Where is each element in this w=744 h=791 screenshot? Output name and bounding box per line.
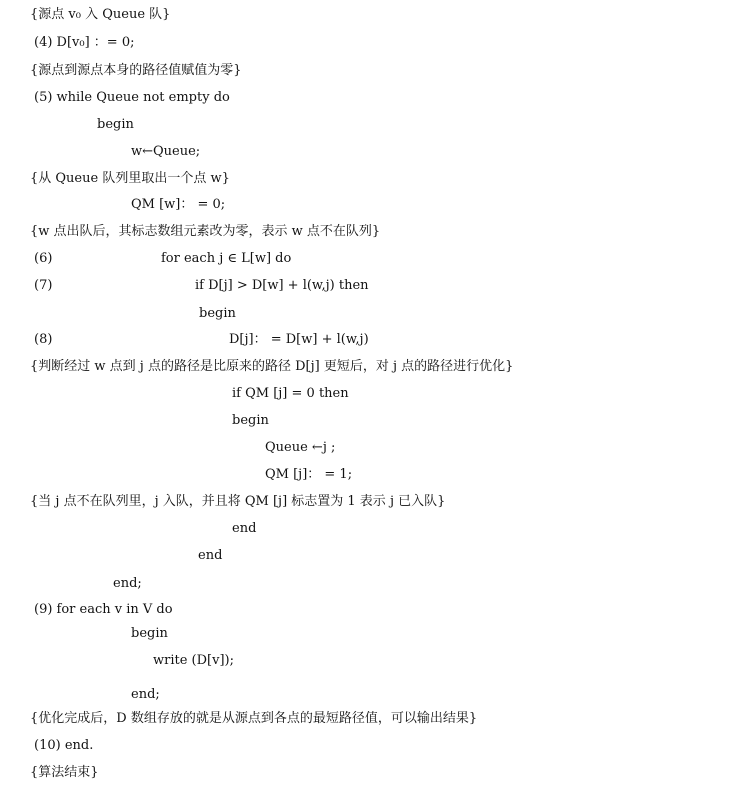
begin-inner: begin (232, 413, 269, 428)
for-each-neighbor: for each j ∈ L[w] do (161, 251, 292, 266)
comment-zero-self-path: {源点到源点本身的路径值赋值为零} (30, 63, 242, 78)
end-output: end; (131, 687, 160, 702)
comment-relax: {判断经过 w 点到 j 点的路径是比原来的路径 D[j] 更短后，对 j 点的路径进行优化} (30, 359, 514, 374)
begin-if: begin (199, 306, 236, 321)
comment-enqueue-source: {源点 v₀ 入 Queue 队} (30, 7, 171, 22)
step-7-label: (7) (34, 278, 53, 293)
comment-dequeue: {从 Queue 队列里取出一个点 w} (30, 171, 230, 186)
step-5-while: (5) while Queue not empty do (34, 90, 230, 105)
step-4-init: (4) D[v₀] ：= 0; (34, 35, 135, 50)
step-8-label: (8) (34, 332, 53, 347)
end-while: end; (113, 576, 142, 591)
dequeue-line: w←Queue; (131, 144, 201, 159)
comment-enqueue: {当 j 点不在队列里，j 入队，并且将 QM [j] 标志置为 1 表示 j 已入队} (30, 494, 446, 509)
qm-reset-line: QM [w]： = 0; (131, 197, 226, 212)
comment-qm-reset: {w 点出队后，其标志数组元素改为零，表示 w 点不在队列} (30, 224, 381, 239)
enqueue-line: Queue ←j ; (265, 440, 336, 455)
step-10-end: (10) end. (34, 738, 94, 753)
begin-while: begin (97, 117, 134, 132)
relax-edge: D[j]： = D[w] + l(w,j) (229, 332, 369, 347)
begin-output: begin (131, 626, 168, 641)
step-9-for: (9) for each v in V do (34, 602, 173, 617)
comment-algorithm-end: {算法结束} (30, 765, 99, 780)
comment-output: {优化完成后，D 数组存放的就是从源点到各点的最短路径值，可以输出结果} (30, 711, 478, 726)
qm-set-line: QM [j]： = 1; (265, 467, 353, 482)
if-not-in-queue: if QM [j] = 0 then (232, 386, 349, 401)
end-if: end (198, 548, 223, 563)
end-inner: end (232, 521, 257, 536)
if-shorter-path: if D[j] > D[w] + l(w,j) then (195, 278, 369, 293)
write-line: write (D[v]); (153, 653, 234, 668)
step-6-label: (6) (34, 251, 53, 266)
